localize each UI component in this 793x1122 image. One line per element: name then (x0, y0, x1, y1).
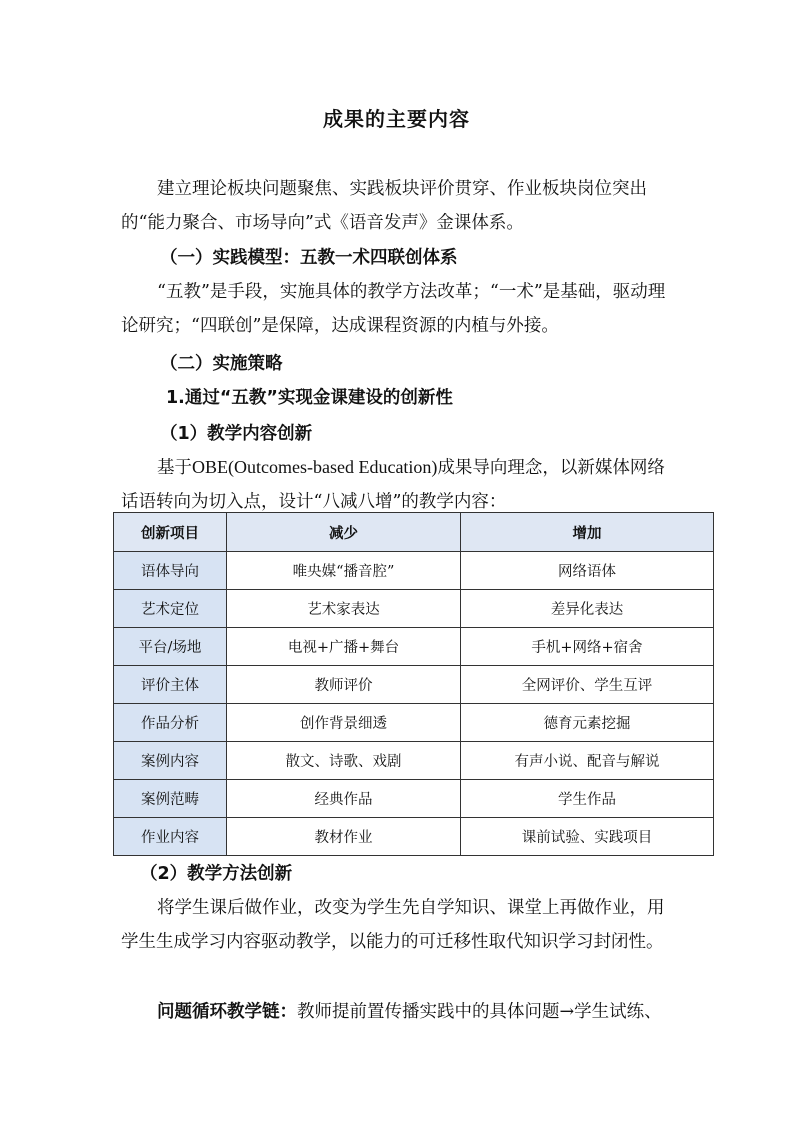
table-cell-item: 评价主体 (114, 666, 227, 704)
subheading-method-innovation: （2）教学方法创新 (140, 864, 293, 884)
table-row (114, 666, 714, 704)
table-cell-reduce: 教师评价 (227, 666, 461, 704)
obe-term: OBE(Outcomes-based Education) (192, 457, 438, 477)
table-row (114, 818, 714, 856)
table-row (114, 590, 714, 628)
table-row (114, 780, 714, 818)
table-cell-item: 语体导向 (114, 552, 227, 590)
subheading-content-innovation: （1）教学内容创新 (160, 424, 313, 444)
table-cell-item: 平台/场地 (114, 628, 227, 666)
table-row (114, 552, 714, 590)
obe-text-pre: 基于 (157, 458, 192, 478)
table-cell-reduce: 艺术家表达 (227, 590, 461, 628)
table-cell-increase: 差异化表达 (461, 590, 714, 628)
obe-text-post: 成果导向理念，以新媒体网络话语转向为切入点，设计“八减八增”的教学内容： (121, 458, 665, 512)
table-cell-item: 作品分析 (114, 704, 227, 742)
table-cell-reduce: 唯央媒“播音腔” (227, 552, 461, 590)
table-cell-reduce: 经典作品 (227, 780, 461, 818)
section-heading-practice-model: （一）实践模型：五教一术四联创体系 (160, 248, 458, 268)
problem-chain-lead: 问题循环教学链： (157, 1002, 297, 1022)
table-row (114, 742, 714, 780)
subheading-five-teaching: 1.通过“五教”实现金课建设的创新性 (166, 388, 453, 408)
table-cell-increase: 德育元素挖掘 (461, 704, 714, 742)
table-cell-increase: 全网评价、学生互评 (461, 666, 714, 704)
table-cell-increase: 有声小说、配音与解说 (461, 742, 714, 780)
table-cell-increase: 网络语体 (461, 552, 714, 590)
table-cell-reduce: 电视+广播+舞台 (227, 628, 461, 666)
table-row (114, 628, 714, 666)
table-cell-item: 艺术定位 (114, 590, 227, 628)
table-cell-increase: 学生作品 (461, 780, 714, 818)
obe-paragraph (121, 450, 681, 519)
table-cell-reduce: 教材作业 (227, 818, 461, 856)
section-heading-strategy: （二）实施策略 (160, 354, 283, 374)
page-title: 成果的主要内容 (323, 107, 470, 131)
table-header-cell: 创新项目 (114, 513, 227, 552)
table-cell-increase: 手机+网络+宿舍 (461, 628, 714, 666)
table-cell-item: 案例内容 (114, 742, 227, 780)
problem-chain-paragraph (121, 995, 681, 1029)
table-cell-reduce: 散文、诗歌、戏剧 (227, 742, 461, 780)
intro-paragraph: 建立理论板块问题聚焦、实践板块评价贯穿、作业板块岗位突出的“能力聚合、市场导向”式《语音发声》金课体系。 (121, 179, 647, 233)
table-cell-reduce: 创作背景细透 (227, 704, 461, 742)
table-header-cell: 增加 (461, 513, 714, 552)
problem-chain-text: 教师提前置传播实践中的具体问题→学生试练、 (297, 1002, 662, 1022)
table-cell-item: 案例范畴 (114, 780, 227, 818)
table-header-row (114, 513, 714, 552)
table-row (114, 704, 714, 742)
method-paragraph: 将学生课后做作业，改变为学生先自学知识、课堂上再做作业，用学生生成学习内容驱动教学，以能力的可迁移性取代知识学习封闭性。 (121, 898, 665, 952)
table-cell-increase: 课前试验、实践项目 (461, 818, 714, 856)
practice-model-paragraph: “五教”是手段，实施具体的教学方法改革；“一术”是基础，驱动理论研究；“四联创”是保障，达成课程资源的内植与外接。 (121, 282, 666, 336)
table-header-cell: 减少 (227, 513, 461, 552)
innovation-table (113, 512, 714, 856)
table-cell-item: 作业内容 (114, 818, 227, 856)
